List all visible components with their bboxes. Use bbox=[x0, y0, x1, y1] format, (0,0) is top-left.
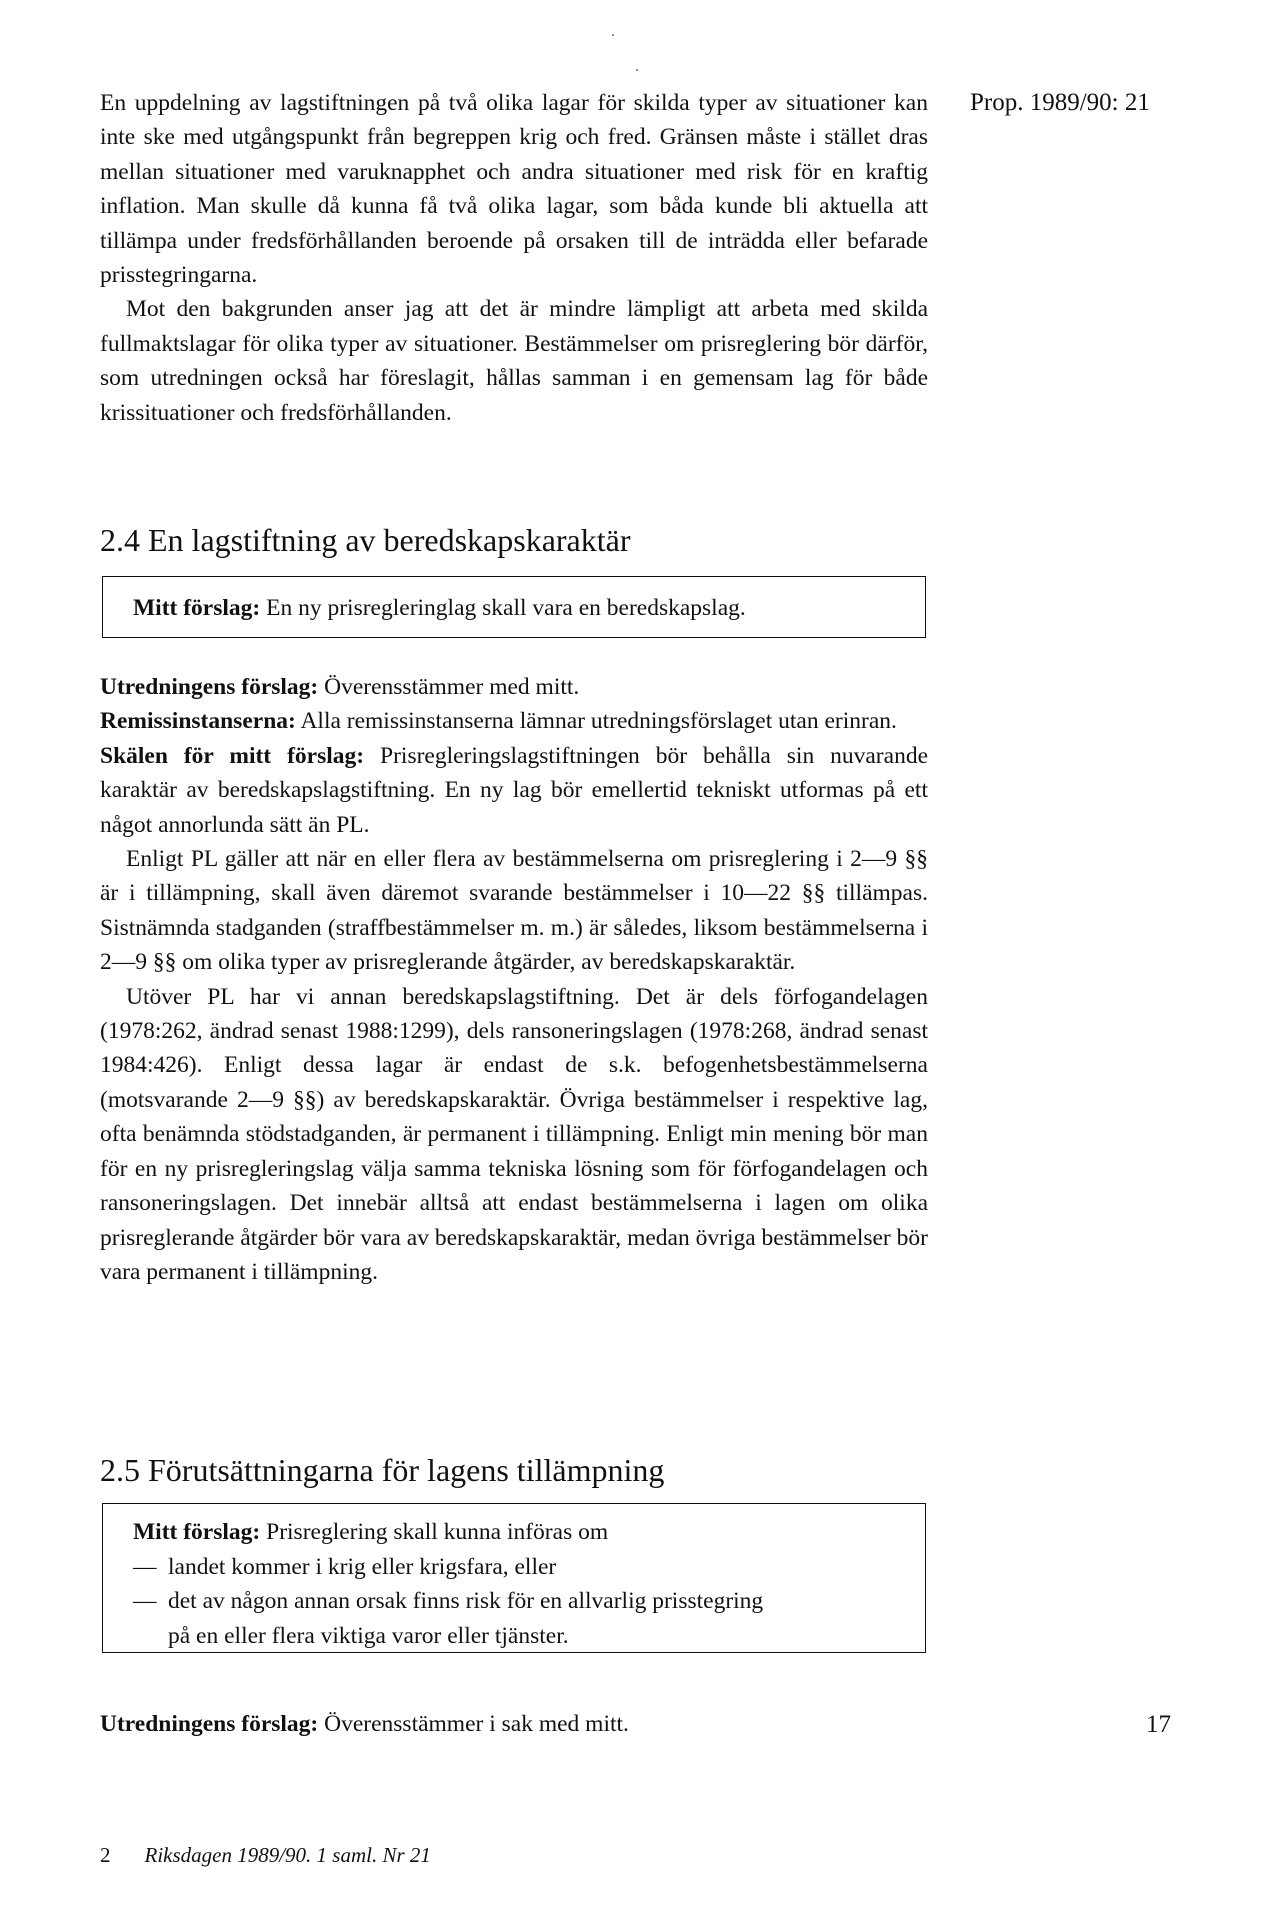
list-item-continuation: på en eller flera viktiga varor eller tjänster. bbox=[168, 1622, 569, 1649]
box-label: Mitt förslag: bbox=[133, 1519, 261, 1545]
paragraph: Mot den bakgrunden anser jag att det är mindre lämpligt att arbeta med skilda fullmaktslagar för olika typer av situationer. Bestämmelser om prisreglering bör därför, som utredningen också har föreslagit, hållas samman i en gemensam lag för både krissituationer och fredsförhållanden. bbox=[100, 296, 928, 426]
lead-label: Skälen för mitt förslag: bbox=[100, 742, 365, 769]
section-heading-2-5 bbox=[100, 1450, 664, 1490]
proposal-box bbox=[102, 1503, 926, 1653]
lead-label: Utredningens förslag: bbox=[100, 674, 319, 700]
scan-speck bbox=[612, 34, 614, 36]
lead-label: Utredningens förslag: bbox=[100, 1711, 319, 1737]
list-item-text: landet kommer i krig eller krigsfara, eller bbox=[168, 1553, 557, 1580]
scan-speck bbox=[636, 69, 638, 71]
intro-text bbox=[100, 86, 928, 430]
margin-reference: Prop. 1989/90: 21 bbox=[970, 89, 1150, 116]
paragraph: Utöver PL har vi annan beredskapslagstiftning. Det är dels förfogandelagen (1978:262, ändrad senast 1988:1299), dels ransoneringslagen (1978:268, ändrad senast 1984:426). Enligt dessa lagar är endast de s.k. befogenhetsbestämmelserna (motsvarande 2—9 §§) av beredskapskaraktär. Övriga bestämmelser i respektive lag, ofta benämnda stödstadganden, är permanent i tillämpning. Enligt min mening bör man för en ny prisregleringslag välja samma tekniska lösning som för förfogandelagen och ransoneringslagen. Det innebär alltså att endast bestämmelserna i lagen om olika prisreglerande åtgärder bör vara av beredskapskaraktär, medan övriga bestämmelser bör vara permanent i tillämpning. bbox=[100, 983, 928, 1285]
paragraph-skalen bbox=[100, 739, 928, 842]
section-title: Förutsättningarna för lagens tillämpning bbox=[148, 1452, 665, 1488]
section-heading-2-4 bbox=[100, 520, 631, 560]
section-title: En lagstiftning av beredskapskaraktär bbox=[148, 522, 631, 558]
box-text: En ny prisregleringlag skall vara en beredskapslag. bbox=[266, 595, 746, 621]
section-number: 2.4 bbox=[100, 522, 140, 558]
paragraph-text: Överensstämmer i sak med mitt. bbox=[324, 1711, 629, 1737]
lead-label: Remissinstanserna: bbox=[100, 708, 296, 735]
paragraph-utredningen bbox=[100, 1707, 928, 1741]
paragraph-text: Prisregleringslagstiftningen bör behålla sin nuvarande karaktär av beredskapslagstiftning. En ny lag bör emellertid tekniskt utformas på ett något annorlunda sätt än PL. bbox=[100, 742, 928, 838]
proposal-box bbox=[102, 576, 926, 638]
box-label: Mitt förslag: bbox=[133, 595, 261, 621]
paragraph-utredningen bbox=[100, 670, 928, 704]
box-text: Prisreglering skall kunna införas om bbox=[266, 1519, 609, 1545]
page-number: 17 bbox=[1146, 1711, 1171, 1738]
list-item-text: det av någon annan orsak finns risk för en allvarlig prisstegring bbox=[168, 1588, 764, 1614]
footer-number: 2 bbox=[100, 1843, 111, 1867]
section-2-4-body bbox=[100, 670, 928, 1289]
paragraph-remiss bbox=[100, 704, 928, 738]
paragraph: Enligt PL gäller att när en eller flera av bestämmelserna om prisreglering i 2—9 §§ är i tillämpning, skall även däremot svarande bestämmelser i 10—22 §§ tillämpas. Sistnämnda stadganden (straffbestämmelser m. m.) är således, liksom bestämmelserna i 2—9 §§ om olika typer av prisreglerande åtgärder, av beredskapskaraktär. bbox=[100, 846, 928, 976]
section-2-5-body bbox=[100, 1707, 928, 1741]
paragraph: En uppdelning av lagstiftningen på två olika lagar för skilda typer av situationer kan inte ske med utgångspunkt från begreppen krig och fred. Gränsen måste i stället dras mellan situationer med varuknapphet och andra situationer med risk för en kraftig inflation. Man skulle då kunna få två olika lagar, som båda kunde bli aktuella att tillämpa under fredsförhållanden beroende på orsaken till de inträdda eller befarade prisstegringarna. bbox=[100, 90, 928, 289]
paragraph-text: Alla remissinstanserna lämnar utredningsförslaget utan erinran. bbox=[300, 708, 897, 735]
paragraph-text: Överensstämmer med mitt. bbox=[324, 674, 580, 700]
list-item bbox=[133, 1550, 925, 1585]
section-number: 2.5 bbox=[100, 1452, 140, 1488]
footer bbox=[100, 1842, 431, 1868]
list-dash: — bbox=[133, 1588, 157, 1614]
list-item bbox=[133, 1584, 925, 1619]
list-dash: — bbox=[133, 1553, 157, 1580]
footer-citation: Riksdagen 1989/90. 1 saml. Nr 21 bbox=[144, 1843, 431, 1867]
